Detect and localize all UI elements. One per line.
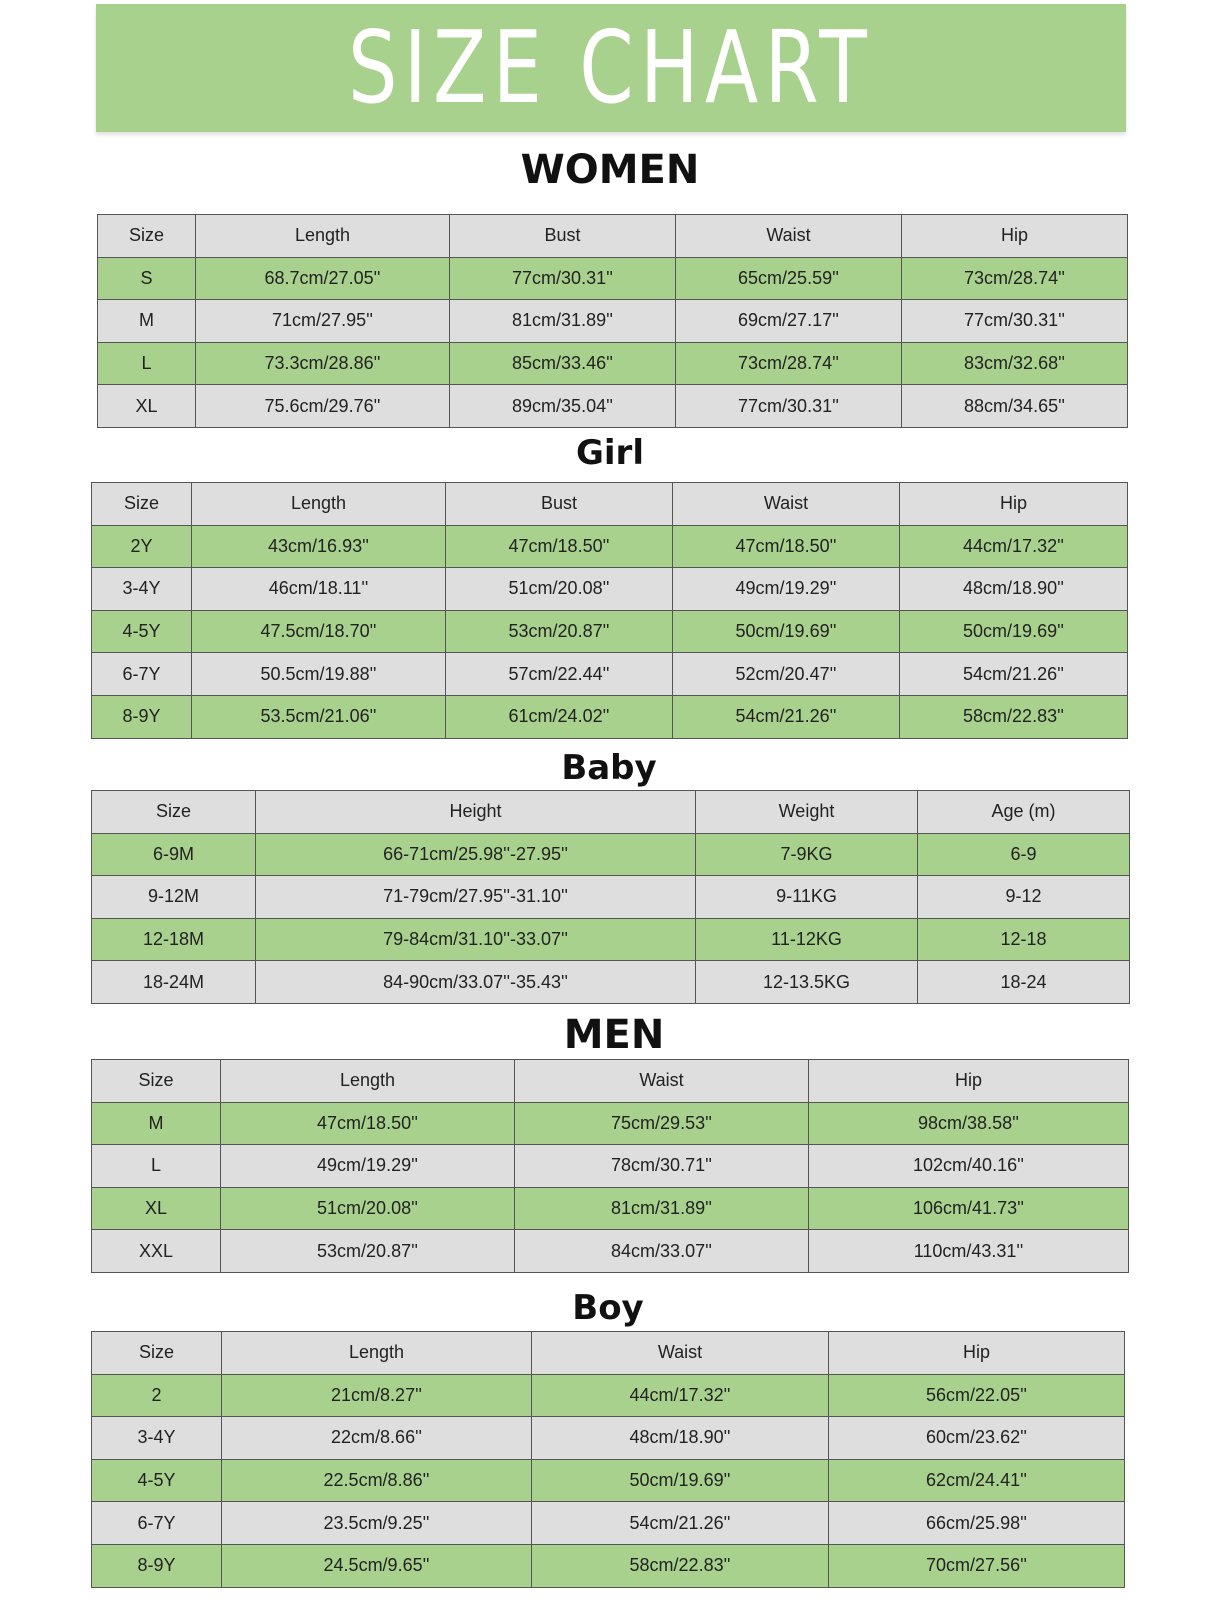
measurement-cell: 47cm/18.50'' — [446, 525, 673, 568]
measurement-cell: 21cm/8.27'' — [222, 1374, 532, 1417]
measurement-cell: 77cm/30.31'' — [902, 300, 1128, 343]
measurement-cell: 46cm/18.11'' — [192, 568, 446, 611]
measurement-cell: 53.5cm/21.06'' — [192, 695, 446, 738]
size-cell: 8-9Y — [92, 1544, 222, 1587]
column-header: Size — [92, 1332, 222, 1375]
measurement-cell: 6-9 — [918, 833, 1130, 876]
table-row — [92, 695, 1128, 738]
size-chart-title: SIZE CHART — [348, 9, 874, 126]
table-row — [92, 918, 1130, 961]
measurement-cell: 58cm/22.83'' — [532, 1544, 829, 1587]
measurement-cell: 43cm/16.93'' — [192, 525, 446, 568]
table-row — [92, 568, 1128, 611]
column-header: Hip — [902, 215, 1128, 258]
size-cell: 3-4Y — [92, 568, 192, 611]
measurement-cell: 44cm/17.32'' — [900, 525, 1128, 568]
measurement-cell: 88cm/34.65'' — [902, 385, 1128, 428]
measurement-cell: 49cm/19.29'' — [673, 568, 900, 611]
size-cell: 12-18M — [92, 918, 256, 961]
column-header: Length — [222, 1332, 532, 1375]
measurement-cell: 106cm/41.73'' — [809, 1187, 1129, 1230]
size-cell: 6-7Y — [92, 1502, 222, 1545]
table-row — [92, 1417, 1125, 1460]
measurement-cell: 71-79cm/27.95''-31.10'' — [256, 876, 696, 919]
men-header-row — [92, 1060, 1129, 1103]
measurement-cell: 12-18 — [918, 918, 1130, 961]
measurement-cell: 50cm/19.69'' — [900, 610, 1128, 653]
size-cell: 2 — [92, 1374, 222, 1417]
measurement-cell: 84cm/33.07'' — [515, 1230, 809, 1273]
measurement-cell: 77cm/30.31'' — [676, 385, 902, 428]
table-row — [92, 1544, 1125, 1587]
column-header: Size — [92, 1060, 221, 1103]
table-row — [92, 525, 1128, 568]
column-header: Height — [256, 791, 696, 834]
measurement-cell: 22cm/8.66'' — [222, 1417, 532, 1460]
measurement-cell: 110cm/43.31'' — [809, 1230, 1129, 1273]
measurement-cell: 81cm/31.89'' — [515, 1187, 809, 1230]
size-cell: 4-5Y — [92, 610, 192, 653]
measurement-cell: 23.5cm/9.25'' — [222, 1502, 532, 1545]
measurement-cell: 84-90cm/33.07''-35.43'' — [256, 961, 696, 1004]
table-row — [92, 1145, 1129, 1188]
measurement-cell: 52cm/20.47'' — [673, 653, 900, 696]
measurement-cell: 73cm/28.74'' — [676, 342, 902, 385]
men-size-table — [91, 1059, 1129, 1273]
size-cell: 3-4Y — [92, 1417, 222, 1460]
measurement-cell: 62cm/24.41'' — [829, 1459, 1125, 1502]
measurement-cell: 47.5cm/18.70'' — [192, 610, 446, 653]
girl-header-row — [92, 483, 1128, 526]
measurement-cell: 12-13.5KG — [696, 961, 918, 1004]
baby-size-table — [91, 790, 1130, 1004]
women-header-row — [98, 215, 1128, 258]
measurement-cell: 83cm/32.68'' — [902, 342, 1128, 385]
table-row — [92, 1502, 1125, 1545]
table-row — [98, 342, 1128, 385]
table-row — [98, 385, 1128, 428]
measurement-cell: 102cm/40.16'' — [809, 1145, 1129, 1188]
measurement-cell: 85cm/33.46'' — [450, 342, 676, 385]
size-cell: 6-9M — [92, 833, 256, 876]
column-header: Size — [92, 791, 256, 834]
measurement-cell: 65cm/25.59'' — [676, 257, 902, 300]
column-header: Size — [98, 215, 196, 258]
column-header: Weight — [696, 791, 918, 834]
column-header: Hip — [829, 1332, 1125, 1375]
size-cell: L — [92, 1145, 221, 1188]
size-cell: S — [98, 257, 196, 300]
girl-title: Girl — [576, 433, 644, 473]
table-row — [92, 1459, 1125, 1502]
table-row — [92, 653, 1128, 696]
size-cell: XL — [98, 385, 196, 428]
size-cell: 4-5Y — [92, 1459, 222, 1502]
table-row — [92, 876, 1130, 919]
measurement-cell: 98cm/38.58'' — [809, 1102, 1129, 1145]
measurement-cell: 79-84cm/31.10''-33.07'' — [256, 918, 696, 961]
measurement-cell: 57cm/22.44'' — [446, 653, 673, 696]
column-header: Waist — [532, 1332, 829, 1375]
size-cell: XXL — [92, 1230, 221, 1273]
column-header: Hip — [809, 1060, 1129, 1103]
column-header: Length — [192, 483, 446, 526]
size-cell: 6-7Y — [92, 653, 192, 696]
measurement-cell: 66cm/25.98'' — [829, 1502, 1125, 1545]
boy-size-table — [91, 1331, 1125, 1588]
measurement-cell: 75cm/29.53'' — [515, 1102, 809, 1145]
measurement-cell: 47cm/18.50'' — [221, 1102, 515, 1145]
measurement-cell: 60cm/23.62'' — [829, 1417, 1125, 1460]
table-row — [92, 1102, 1129, 1145]
measurement-cell: 9-12 — [918, 876, 1130, 919]
table-row — [92, 833, 1130, 876]
column-header: Bust — [450, 215, 676, 258]
table-row — [98, 257, 1128, 300]
measurement-cell: 70cm/27.56'' — [829, 1544, 1125, 1587]
column-header: Length — [196, 215, 450, 258]
measurement-cell: 81cm/31.89'' — [450, 300, 676, 343]
measurement-cell: 54cm/21.26'' — [900, 653, 1128, 696]
size-chart-banner — [96, 4, 1126, 132]
measurement-cell: 77cm/30.31'' — [450, 257, 676, 300]
measurement-cell: 73.3cm/28.86'' — [196, 342, 450, 385]
boy-header-row — [92, 1332, 1125, 1375]
boy-title: Boy — [572, 1288, 644, 1328]
measurement-cell: 56cm/22.05'' — [829, 1374, 1125, 1417]
table-row — [92, 961, 1130, 1004]
measurement-cell: 18-24 — [918, 961, 1130, 1004]
measurement-cell: 75.6cm/29.76'' — [196, 385, 450, 428]
women-title: WOMEN — [520, 147, 700, 193]
measurement-cell: 51cm/20.08'' — [446, 568, 673, 611]
table-row — [92, 610, 1128, 653]
measurement-cell: 51cm/20.08'' — [221, 1187, 515, 1230]
measurement-cell: 50cm/19.69'' — [532, 1459, 829, 1502]
table-row — [92, 1374, 1125, 1417]
column-header: Age (m) — [918, 791, 1130, 834]
measurement-cell: 66-71cm/25.98''-27.95'' — [256, 833, 696, 876]
column-header: Waist — [515, 1060, 809, 1103]
size-cell: L — [98, 342, 196, 385]
column-header: Waist — [676, 215, 902, 258]
measurement-cell: 47cm/18.50'' — [673, 525, 900, 568]
measurement-cell: 44cm/17.32'' — [532, 1374, 829, 1417]
measurement-cell: 73cm/28.74'' — [902, 257, 1128, 300]
measurement-cell: 24.5cm/9.65'' — [222, 1544, 532, 1587]
size-cell: 2Y — [92, 525, 192, 568]
column-header: Length — [221, 1060, 515, 1103]
column-header: Size — [92, 483, 192, 526]
measurement-cell: 53cm/20.87'' — [221, 1230, 515, 1273]
column-header: Bust — [446, 483, 673, 526]
measurement-cell: 61cm/24.02'' — [446, 695, 673, 738]
measurement-cell: 78cm/30.71'' — [515, 1145, 809, 1188]
measurement-cell: 68.7cm/27.05'' — [196, 257, 450, 300]
measurement-cell: 50cm/19.69'' — [673, 610, 900, 653]
measurement-cell: 58cm/22.83'' — [900, 695, 1128, 738]
men-title: MEN — [563, 1012, 665, 1058]
measurement-cell: 11-12KG — [696, 918, 918, 961]
girl-size-table — [91, 482, 1128, 739]
column-header: Hip — [900, 483, 1128, 526]
baby-title: Baby — [561, 748, 657, 788]
measurement-cell: 50.5cm/19.88'' — [192, 653, 446, 696]
measurement-cell: 53cm/20.87'' — [446, 610, 673, 653]
size-cell: 8-9Y — [92, 695, 192, 738]
size-cell: 18-24M — [92, 961, 256, 1004]
size-cell: 9-12M — [92, 876, 256, 919]
table-row — [92, 1187, 1129, 1230]
measurement-cell: 89cm/35.04'' — [450, 385, 676, 428]
measurement-cell: 69cm/27.17'' — [676, 300, 902, 343]
measurement-cell: 48cm/18.90'' — [532, 1417, 829, 1460]
table-row — [98, 300, 1128, 343]
measurement-cell: 9-11KG — [696, 876, 918, 919]
measurement-cell: 7-9KG — [696, 833, 918, 876]
table-row — [92, 1230, 1129, 1273]
women-size-table — [97, 214, 1128, 428]
column-header: Waist — [673, 483, 900, 526]
measurement-cell: 71cm/27.95'' — [196, 300, 450, 343]
measurement-cell: 54cm/21.26'' — [532, 1502, 829, 1545]
measurement-cell: 48cm/18.90'' — [900, 568, 1128, 611]
measurement-cell: 54cm/21.26'' — [673, 695, 900, 738]
size-cell: XL — [92, 1187, 221, 1230]
measurement-cell: 49cm/19.29'' — [221, 1145, 515, 1188]
measurement-cell: 22.5cm/8.86'' — [222, 1459, 532, 1502]
size-cell: M — [98, 300, 196, 343]
size-cell: M — [92, 1102, 221, 1145]
baby-header-row — [92, 791, 1130, 834]
